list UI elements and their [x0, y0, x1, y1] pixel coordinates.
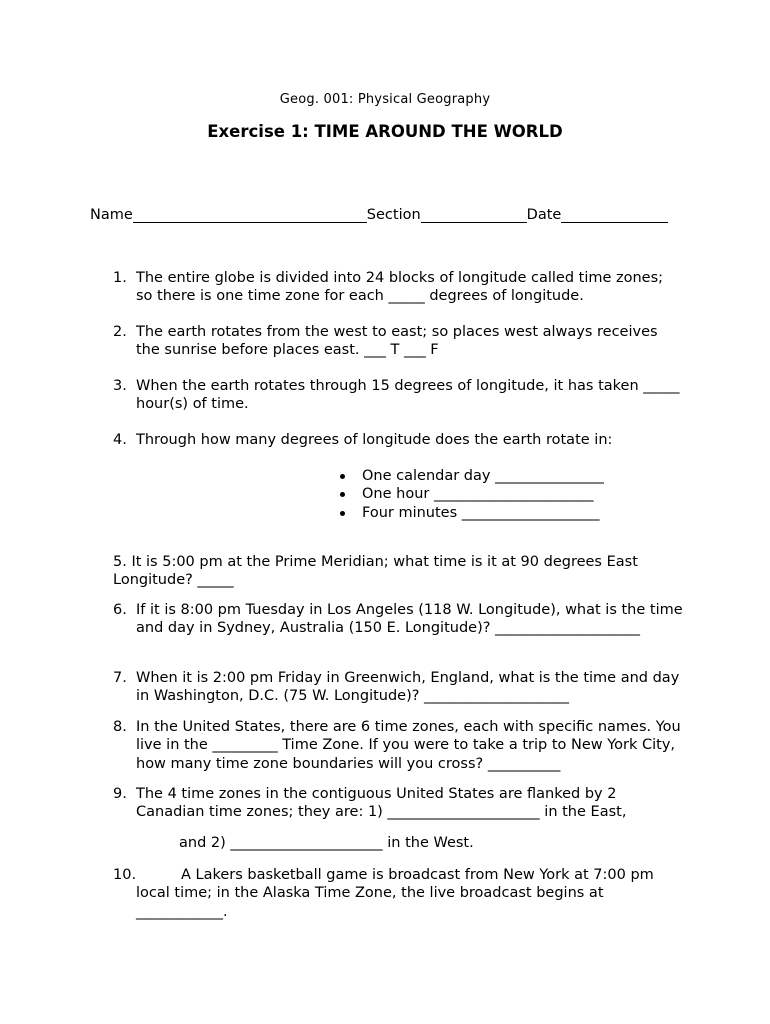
- question-5: [113, 553, 683, 590]
- course-header: Geog. 001: Physical Geography: [279, 92, 491, 107]
- list-item: Four minutes ___________________: [340, 504, 660, 522]
- name-label: Name: [90, 207, 133, 223]
- name-blank[interactable]: [133, 207, 367, 223]
- list-item: One hour ______________________: [340, 485, 660, 503]
- exercise-title: Exercise 1: TIME AROUND THE WORLD: [207, 122, 563, 141]
- question-7: [113, 669, 683, 706]
- question-number: 10.: [113, 867, 137, 883]
- question-text: The 4 time zones in the contiguous United States are flanked by 2 Canadian time zones; they are: 1) _____________________ in the East,: [136, 786, 627, 821]
- question-text: When the earth rotates through 15 degrees of longitude, it has taken _____ hour(s) of time.: [136, 378, 680, 413]
- question-9: [113, 785, 683, 852]
- question-4: [113, 431, 683, 449]
- date-label: Date: [526, 207, 562, 223]
- question-number: 5.: [113, 554, 127, 570]
- question-number: 6.: [113, 602, 127, 618]
- question-number: 7.: [113, 670, 127, 686]
- question-text: If it is 8:00 pm Tuesday in Los Angeles (118 W. Longitude), what is the time and day in Sydney, Australia (150 E. Longitude)? ____________________: [136, 602, 683, 637]
- bullet-icon: [340, 492, 345, 497]
- question-8: [113, 718, 683, 773]
- question-text: The earth rotates from the west to east; so places west always receives the sunrise before places east. ___ T ___ F: [136, 324, 658, 359]
- question-text: When it is 2:00 pm Friday in Greenwich, England, what is the time and day in Washington, D.C. (75 W. Longitude)? ____________________: [136, 670, 680, 705]
- bullet-icon: [340, 511, 345, 516]
- question-1: [113, 269, 683, 306]
- list-item: One calendar day _______________: [340, 467, 660, 485]
- question-text-continued: and 2) _____________________ in the West.: [179, 834, 474, 851]
- question-2: [113, 323, 683, 360]
- question-number: 9.: [113, 786, 127, 802]
- question-6: [113, 601, 683, 638]
- question-number: 1.: [113, 270, 127, 286]
- question-number: 2.: [113, 324, 127, 340]
- question-number: 3.: [113, 378, 127, 394]
- name-section-date-row: [90, 207, 674, 223]
- section-label: Section: [366, 207, 421, 223]
- question-3: [113, 377, 683, 414]
- question-10: [113, 866, 683, 921]
- q4-bullet-list: [340, 467, 660, 522]
- question-text: Through how many degrees of longitude does the earth rotate in:: [136, 432, 613, 448]
- question-text: A Lakers basketball game is broadcast from New York at 7:00 pm local time; in the Alaska Time Zone, the live broadcast begins at ____________.: [136, 867, 654, 920]
- question-text: In the United States, there are 6 time zones, each with specific names. You live in the _________ Time Zone. If you were to take a trip to New York City, how many time zone boundaries will you cross? __________: [136, 719, 681, 772]
- section-blank[interactable]: [421, 207, 527, 223]
- question-text: The entire globe is divided into 24 blocks of longitude called time zones; so there is one time zone for each _____ degrees of longitude.: [136, 270, 664, 305]
- question-text: 5. It is 5:00 pm at the Prime Meridian; what time is it at 90 degrees East Longitude? _____: [113, 554, 638, 589]
- date-blank[interactable]: [561, 207, 668, 223]
- question-number: 8.: [113, 719, 127, 735]
- bullet-icon: [340, 474, 345, 479]
- question-number: 4.: [113, 432, 127, 448]
